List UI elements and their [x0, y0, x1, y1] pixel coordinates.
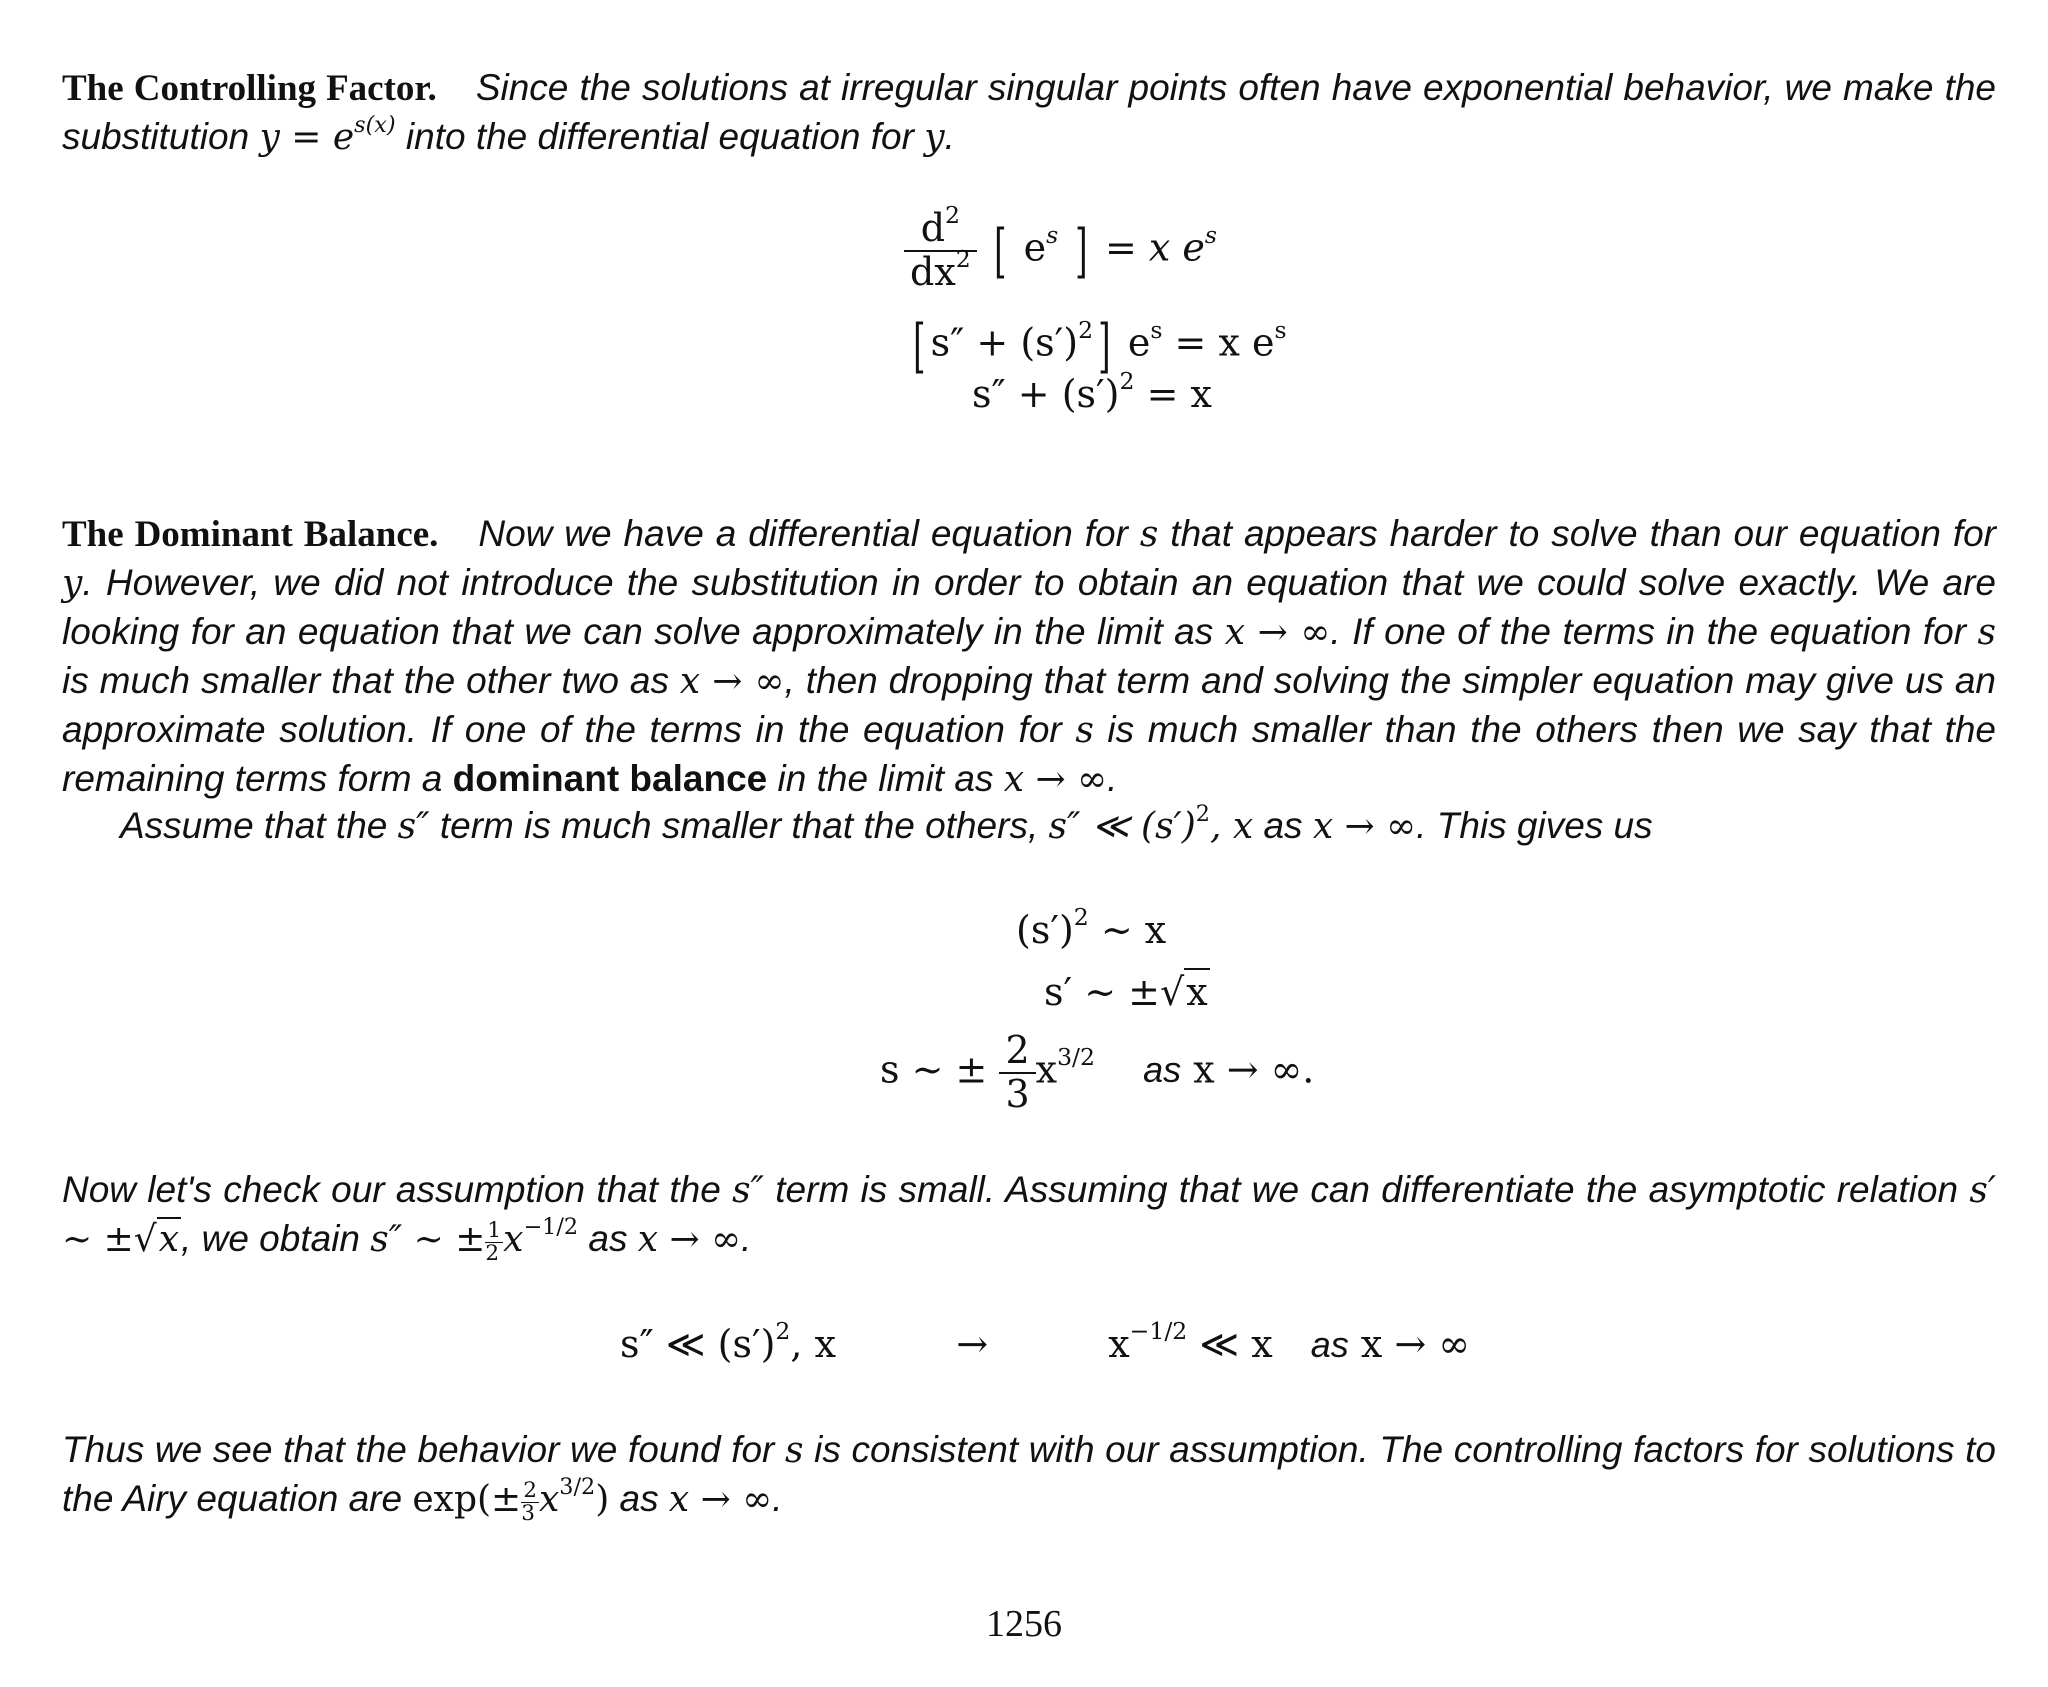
keyword: dominant balance — [452, 758, 768, 799]
equation-5: s′ ∼ ±√x — [1044, 970, 1208, 1014]
paragraph-conclusion: Thus we see that the behavior we found for s is consistent with our assumption. The controlling factors for solutions to the Airy equation are exp(± $\frac{2}{3}$ $x^{3/2}$) as x → ∞. — [62, 1429, 1997, 1526]
text: into the differential equation for — [405, 116, 914, 157]
page — [62, 0, 1996, 1687]
equation-6: s ∼ ± $\frac{2}{3}$ $x^{3/2}$ as x → ∞. — [880, 1028, 1315, 1116]
section-heading: The Dominant Balance. — [62, 514, 439, 555]
equation-3: $s'' + (s')^2 = x$ — [972, 367, 1212, 416]
math-inline: $y = e^{s(x)}$ — [259, 112, 396, 158]
arrow: → — [956, 1322, 989, 1366]
paragraph-controlling-factor: The Controlling Factor. Since the solutions at irregular singular points often have exponential behavior, we make the substitution $y = e^{s(x)}$ into the differential equation for y. — [62, 67, 1997, 158]
math-inline: y — [924, 117, 945, 158]
section-heading: The Controlling Factor. — [62, 68, 437, 109]
derivative-fraction: $\frac{d^2}{dx^2}$ — [904, 208, 977, 294]
paragraph-dominant-balance: The Dominant Balance. Now we have a differential equation for s that appears harder to solve than our equation for y. However, we did not introduce the substitution in order to obtain an equation that we could solve exactly. We are looking for an equation that we can solve approximately in the limit as x → ∞. If one of the terms in the equation for s is much smaller that the other two as x → ∞, then dropping that term and solving the simpler equation may give us an approximate solution. If one of the terms in the equation for s is much smaller than the others then we say that the remaining terms form a dominant balance in the limit as x → ∞. — [62, 513, 1997, 800]
paragraph-check: Now let's check our assumption that the s″ term is small. Assuming that we can differentiate the asymptotic relation s′ ∼ ±√x, we obtain s″ ∼ ± $\frac{1}{2}$ $x^{-1/2}$ as x → ∞. — [62, 1169, 1997, 1266]
text: Since the solutions at irregular singular points often have exponential behavior, we make the substitution — [62, 67, 1997, 157]
page-number: 1256 — [986, 1603, 1062, 1645]
equation-1: $\frac{d^2}{dx^2}$ [ $e^s$ ] = x $e^s$ — [904, 208, 1217, 294]
equation-4: $(s')^2$ ∼ x — [1016, 903, 1167, 952]
equation-7: s″ ≪ $(s')^2$, $x \to x^{-1/2}$ ≪ x as x → ∞ — [620, 1317, 1470, 1366]
paragraph-assume: Assume that the s″ term is much smaller that the others, s″ ≪ $(s')^2$, x as x → ∞. This gives us — [120, 801, 1653, 847]
equation-2: [ $s'' + (s')^2$] $e^s = x$ $e^s$ — [913, 312, 1287, 380]
